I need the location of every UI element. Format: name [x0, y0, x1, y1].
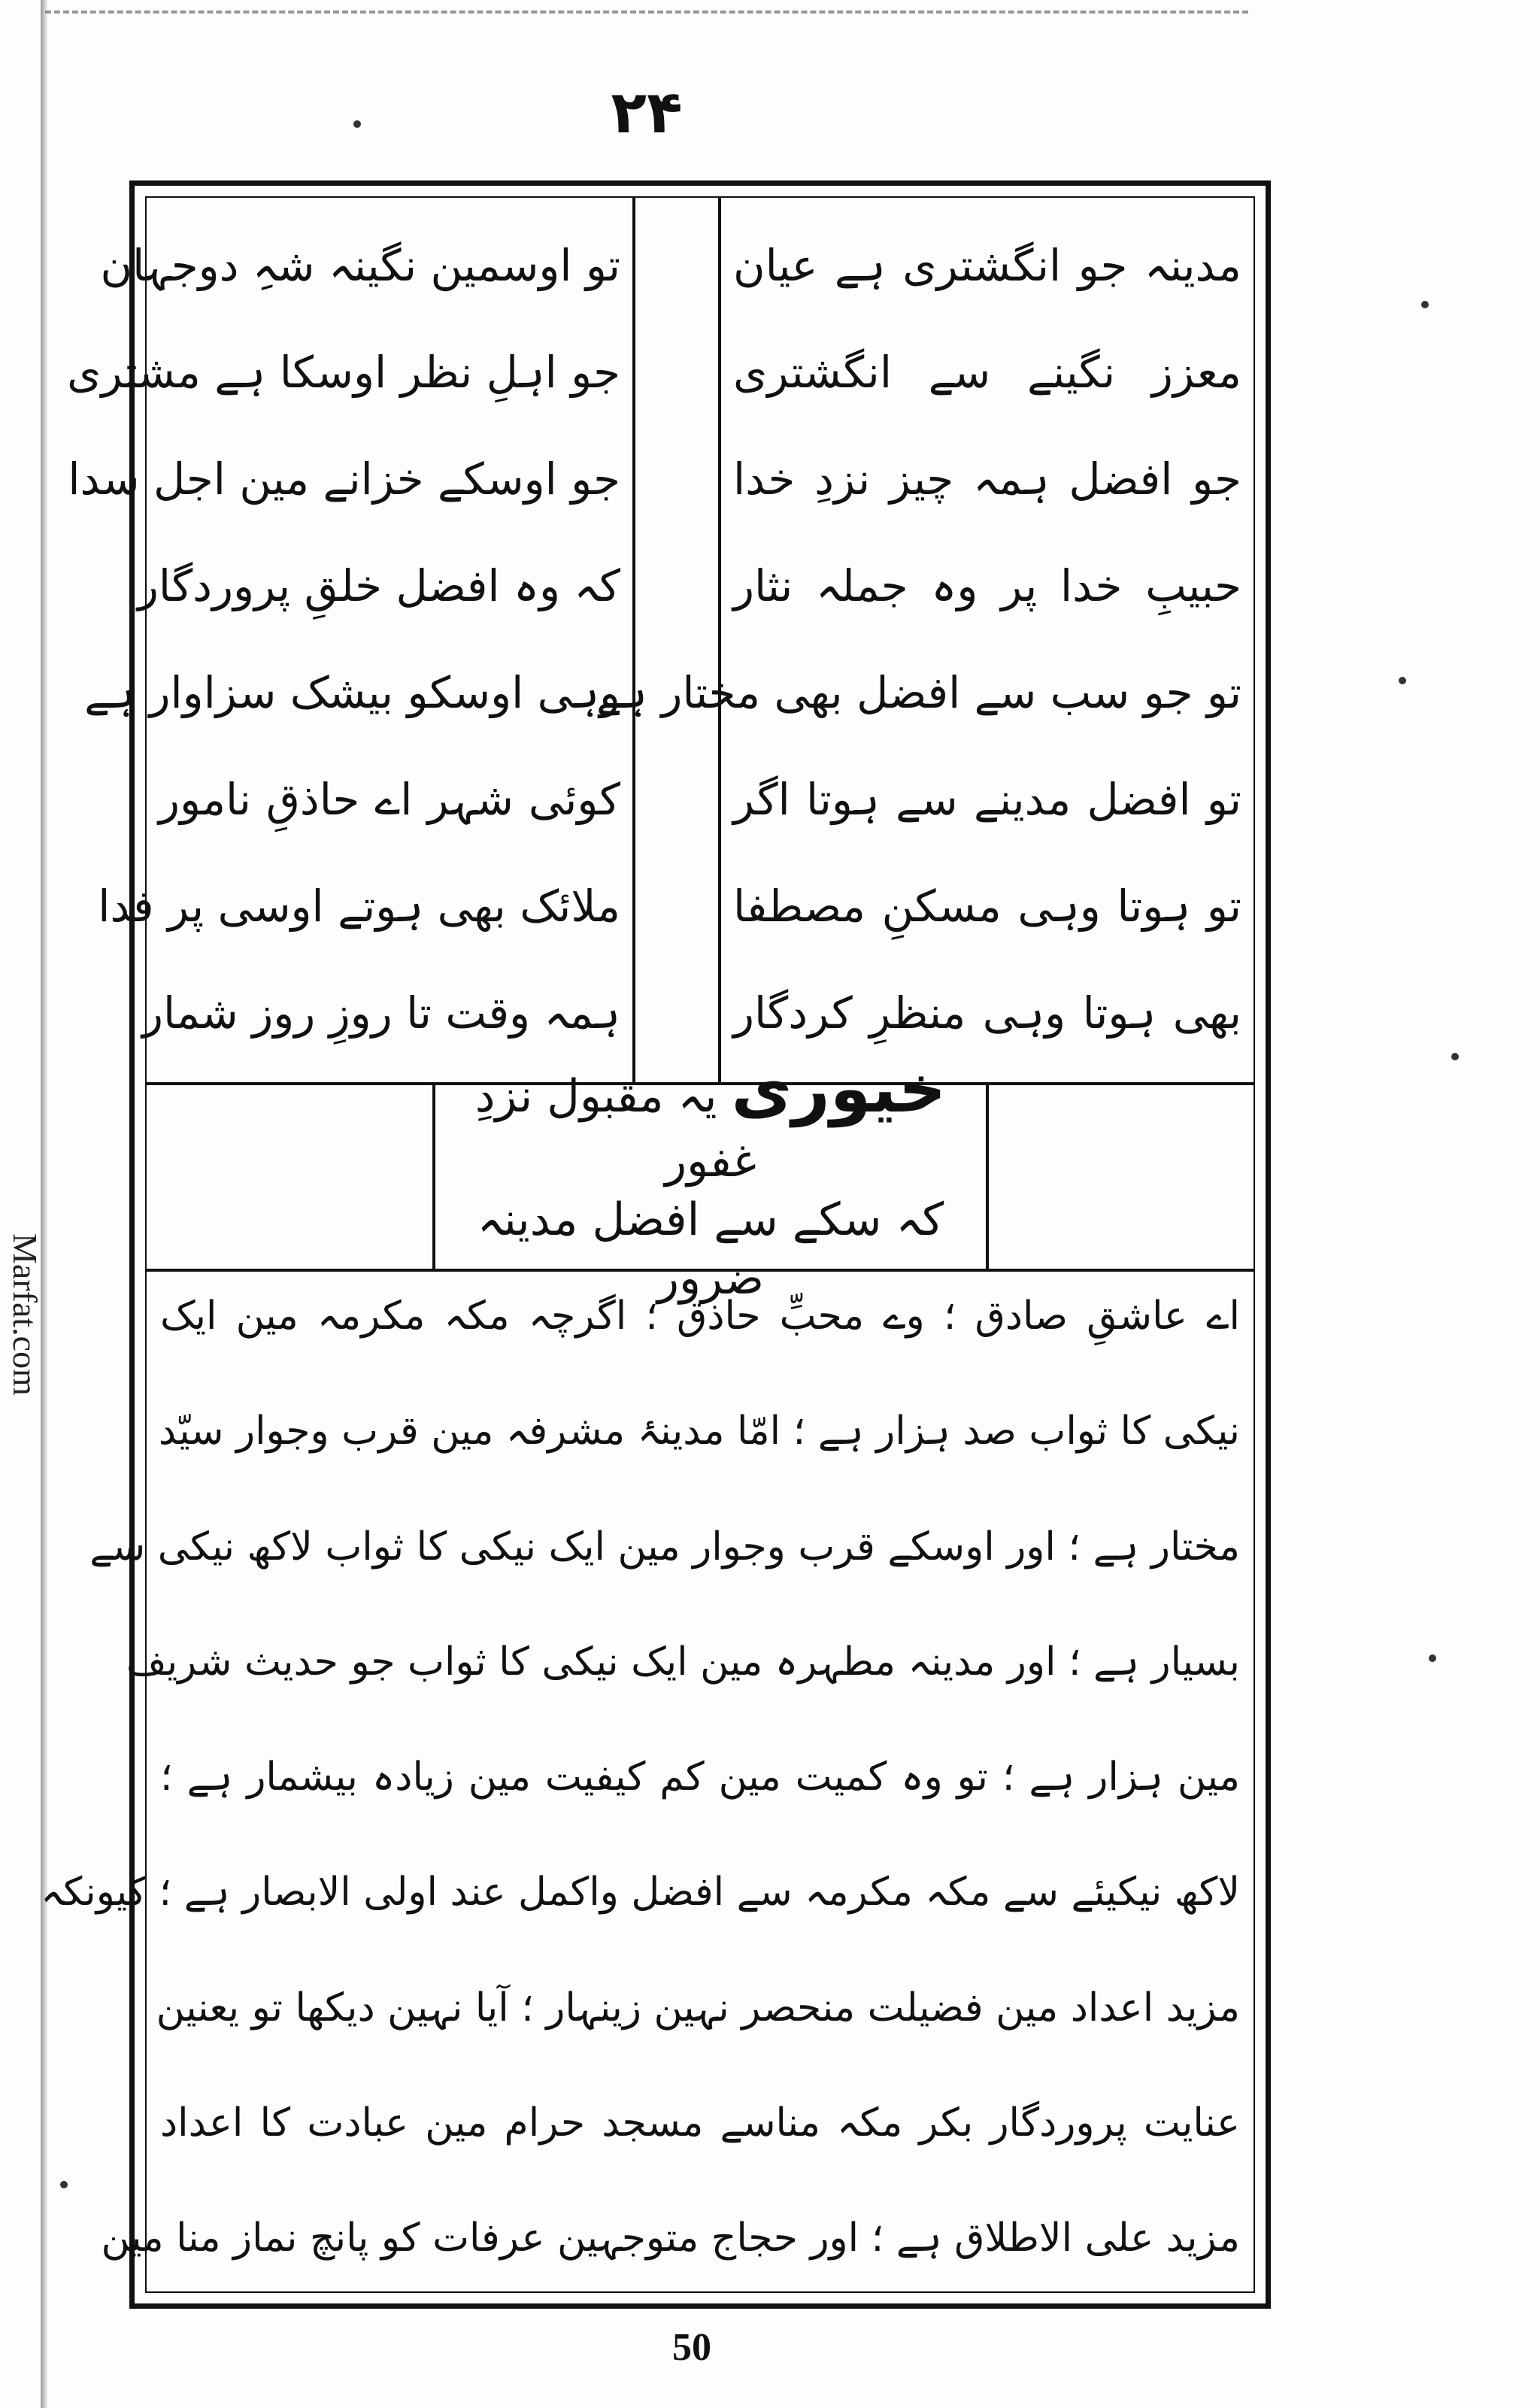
column-divider [635, 198, 718, 1082]
prose-line: مزید اعداد مین فضیلت منحصر نہین زینہار ؛ آیا نہین دیکھا تو یعنین [156, 1985, 1240, 2030]
verse-line: کہ وہ افضل خلقِ پروردگار [137, 560, 620, 612]
verse-line: حبیبِ خدا پر وہ جملہ نثار [733, 560, 1241, 612]
verse-line: مدینہ جو انگشتری ہے عیان [733, 240, 1241, 292]
verse-line: جو اوسکے خزانے مین اجل سدا [68, 453, 620, 505]
couplet-text: یہ مقبول نزدِ غفور [474, 1069, 756, 1188]
prose-section [41, 1272, 1254, 2291]
prose-line: مختار ہے ؛ اور اوسکے قرب وجوار مین ایک نیکی کا ثواب لاکھ نیکی سے [89, 1524, 1240, 1569]
closing-couplet-line-1 [453, 1046, 968, 1190]
verse-line: جو افضل ہمہ چیز نزدِ خدا [733, 453, 1241, 505]
verse-line: معزز نگینے سے انگشتری [733, 347, 1241, 399]
page-footer-number: 50 [672, 2326, 711, 2369]
page-edge-top [45, 0, 1248, 14]
print-speck [1421, 301, 1429, 308]
verse-line: کوئی شہر اے حاذقِ نامور [159, 774, 620, 826]
prose-line: لاکھ نیکیئے سے مکہ مکرمہ سے افضل واکمل عند اولی الابصار ہے ؛ کیونکہ [41, 1870, 1240, 1915]
print-speck [1429, 1654, 1436, 1662]
verse-column-right [596, 198, 1254, 1082]
print-speck [1399, 677, 1406, 684]
page-edge-shadow [41, 0, 48, 2408]
prose-line: نیکی کا ثواب صد ہزار ہے ؛ امّا مدینۂ مشرفہ مین قرب وجوار سیّد [158, 1409, 1240, 1454]
verse-line: ملائک بھی ہوتے اوسی پر فدا [98, 881, 620, 933]
verse-line: تو افضل مدینے سے ہوتا اگر [733, 774, 1241, 826]
verse-line: بھی ہوتا وہی منظرِ کردگار [733, 987, 1241, 1039]
verse-line: تو اوسمین نگینہ شہِ دوجہان [100, 240, 620, 292]
prose-line: مزید علی الاطلاق ہے ؛ اور حجاج متوجہین عرفات کو پانچ نماز منا مین [101, 2215, 1240, 2261]
closing-couplet-row [147, 1049, 1254, 1306]
page-border-frame [41, 180, 1271, 2309]
print-speck [1451, 1053, 1459, 1060]
print-speck [353, 120, 361, 128]
closing-couplet-box [432, 1049, 989, 1306]
verse-table [67, 198, 1254, 1085]
poet-pen-name: خیوری [731, 1049, 947, 1127]
verse-line: وہی اوسکو بیشک سزاوار ہے [84, 667, 620, 719]
page-header-number: ۲۴ [611, 79, 683, 147]
verse-column-left [67, 198, 635, 1082]
content-area [41, 196, 1255, 2293]
print-speck [60, 2181, 68, 2188]
watermark: Marfat.com [6, 1233, 44, 1396]
verse-line: ہمہ وقت تا روزِ روز شمار [141, 987, 620, 1039]
verse-line: جو اہلِ نظر اوسکا ہے مشتری [67, 347, 620, 399]
prose-line: اے عاشقِ صادق ؛ وے محبِّ حاذق ؛ اگرچہ مکہ مکرمہ مین ایک [160, 1293, 1240, 1339]
closing-couplet-line-2: کہ سکے سے افضل مدینہ ضرور [477, 1193, 944, 1306]
prose-line: بسیار ہے ؛ اور مدینہ مطہرہ مین ایک نیکی کا ثواب جو حدیث شریف [126, 1639, 1240, 1685]
verse-line: تو ہوتا وہی مسکنِ مصطفا [733, 881, 1241, 933]
verse-line: تو جو سب سے افضل بھی مختار ہے [596, 667, 1241, 719]
prose-line: عنایت پروردگار بکر مکہ مناسے مسجد حرام مین عبادت کا اعداد [160, 2100, 1240, 2146]
prose-line: مین ہزار ہے ؛ تو وہ کمیت مین کم کیفیت مین زیادہ بیشمار ہے ؛ [160, 1754, 1240, 1800]
